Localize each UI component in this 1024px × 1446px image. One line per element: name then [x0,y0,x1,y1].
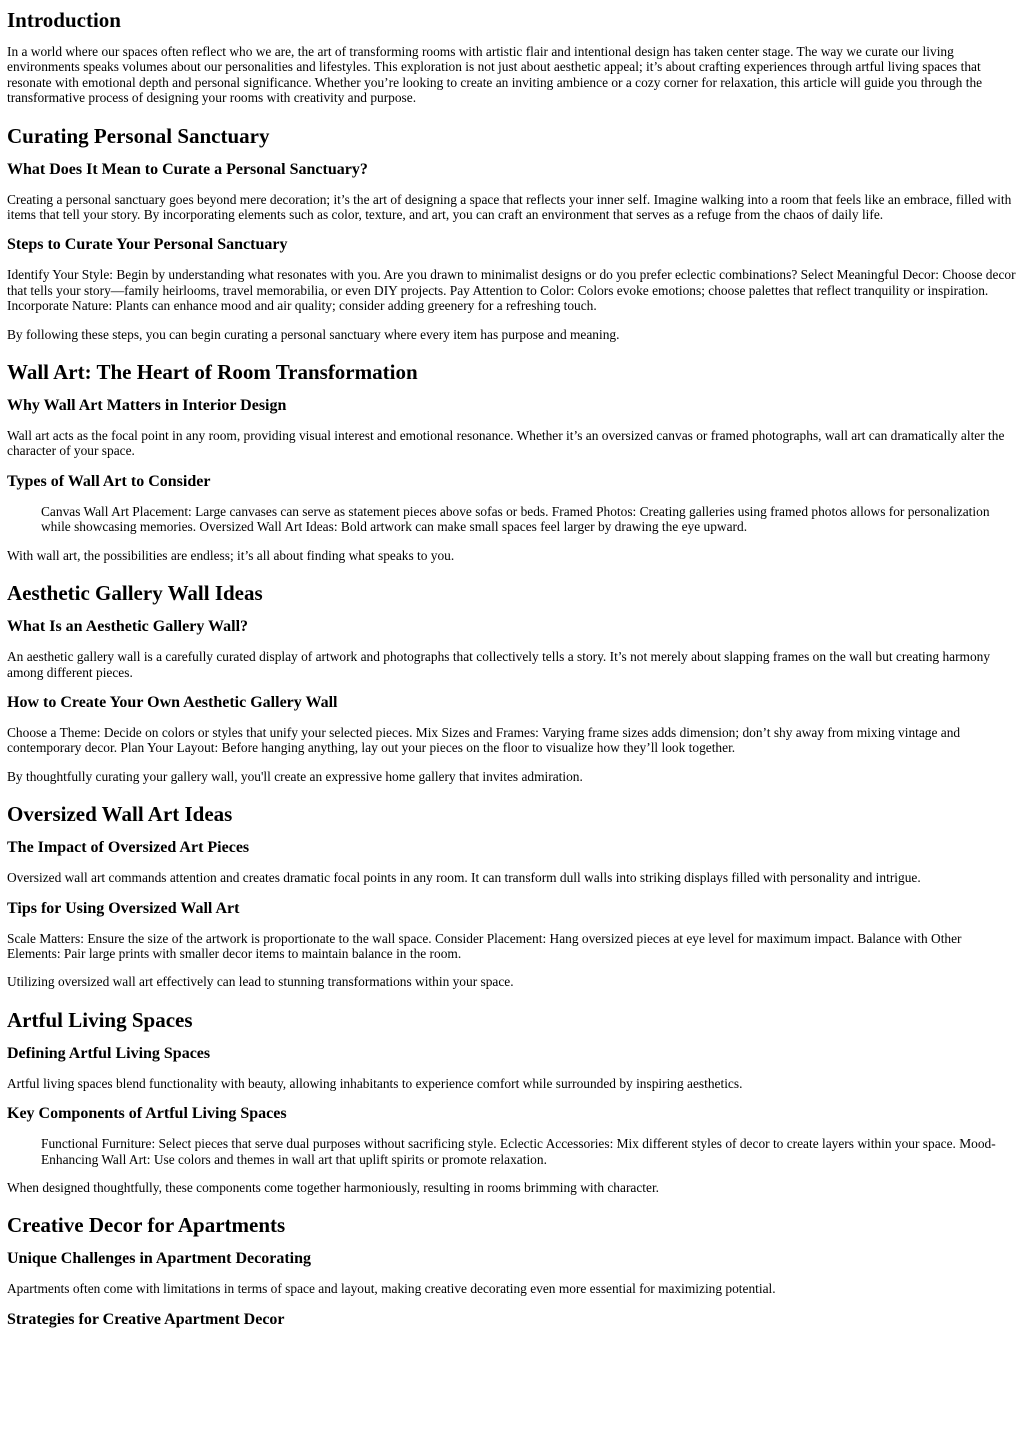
spacer [7,784,1017,801]
article-section [7,563,1017,784]
spacer [7,0,1017,7]
subsection-heading: What Is an Aesthetic Gallery Wall? [7,618,249,636]
body-paragraph: Oversized wall art commands attention and creates dramatic focal points in any room. It can transform dull walls into striking displays filled with personality and intrigue. [7,870,921,886]
spacer [7,33,1017,44]
spacer [7,1297,1017,1310]
indented-list-paragraph: Canvas Wall Art Placement: Large canvases can serve as statement pieces above sofas or beds. Framed Photos: Creating galleries using framed photos allows for personalization while showcasing memories. Oversized Wall Art Ideas: Bold artwork can make small spaces feel larger by drawing the eye upward. [41,503,990,535]
body-paragraph: With wall art, the possibilities are endless; it’s all about finding what speaks to you. [7,547,455,563]
article-section [7,1195,1017,1329]
body-paragraph: Choose a Theme: Decide on colors or styles that unify your selected pieces. Mix Sizes and Frames: Varying frame sizes adds dimension; don’t shy away from mixing vintage and contemporary decor. Plan Your Layout: Before hanging anything, lay out your pieces on the floor to visualize how they’ll look together. [7,724,961,756]
body-paragraph: Utilizing oversized wall art effectively can lead to stunning transformations within your space. [7,974,514,990]
subsection-heading: Key Components of Artful Living Spaces [7,1105,287,1123]
spacer [7,886,1017,899]
spacer [7,416,1017,428]
article-section [7,990,1017,1196]
spacer [7,1064,1017,1076]
spacer [7,919,1017,931]
article-section [7,106,1017,342]
subsection-heading: Steps to Curate Your Personal Sanctuary [7,236,288,254]
spacer [7,1238,1017,1249]
article-section [7,342,1017,563]
body-paragraph: Creating a personal sanctuary goes beyond mere decoration; it’s the art of designing a space that reflects your inner self. Imagine walking into a room that feels like an embrace, filled with items that tell your story. By incorporating elements such as color, texture, and art, you can craft an environment that serves as a refuge from the chaos of daily life. [7,191,1012,223]
body-paragraph: By thoughtfully curating your gallery wall, you'll create an expressive home gallery that invites admiration. [7,768,583,784]
spacer [7,713,1017,725]
spacer [7,106,1017,123]
spacer [7,680,1017,693]
spacer [7,606,1017,617]
spacer [7,858,1017,870]
spacer [7,459,1017,472]
subsection-heading: Strategies for Creative Apartment Decor [7,1310,285,1328]
section-heading: Curating Personal Sanctuary [7,123,270,148]
subsection-heading: Tips for Using Oversized Wall Art [7,899,240,917]
spacer [7,1269,1017,1281]
spacer [7,222,1017,235]
spacer [7,342,1017,359]
spacer [7,149,1017,160]
body-paragraph: When designed thoughtfully, these components come together harmoniously, resulting in rooms brimming with character. [7,1179,660,1195]
subsection-heading: What Does It Mean to Curate a Personal Sanctuary? [7,160,368,178]
spacer [7,756,1017,769]
spacer [7,1033,1017,1044]
spacer [7,563,1017,580]
spacer [7,1124,1017,1136]
body-paragraph: Apartments often come with limitations in terms of space and layout, making creative decorating even more essential for maximizing potential. [7,1281,776,1297]
section-heading: Introduction [7,8,121,32]
spacer [7,1091,1017,1104]
spacer [7,180,1017,192]
article-section [7,784,1017,990]
body-paragraph: By following these steps, you can begin curating a personal sanctuary where every item has purpose and meaning. [7,326,620,342]
subsection-heading: Why Wall Art Matters in Interior Design [7,397,287,415]
spacer [7,385,1017,396]
section-heading: Creative Decor for Apartments [7,1213,286,1238]
spacer [7,314,1017,327]
subsection-heading: How to Create Your Own Aesthetic Gallery Wall [7,693,338,711]
subsection-heading: Types of Wall Art to Consider [7,472,211,490]
body-paragraph: Identify Your Style: Begin by understanding what resonates with you. Are you drawn to minimalist designs or do you prefer eclectic combinations? Select Meaningful Decor: Choose decor that tells your story—family heirlooms, travel memorabilia, or even DIY projects. Pay Attention to Color: Colors evoke emotions; choose palettes that reflect tranquility or inspiration. Incorporate Nature: Plants can enhance mood and air quality; consider adding greenery for a refreshing touch. [7,267,1016,314]
body-paragraph: In a world where our spaces often reflect who we are, the art of transforming rooms with artistic flair and intentional design has taken center stage. The way we curate our living environments speaks volumes about our personalities and lifestyles. This exploration is not just about aesthetic appeal; it’s about crafting experiences through artful living spaces that resonate with emotional depth and personal significance. Whether you’re looking to create an inviting ambience or a cozy corner for relaxation, this article will guide you through the transformative process of designing your rooms with creativity and purpose. [7,44,983,106]
indented-list-paragraph: Functional Furniture: Select pieces that serve dual purposes without sacrificing style. Eclectic Accessories: Mix different styles of decor to create layers within your space. Mood-Enhancing Wall Art: Use colors and themes in wall art that uplift spirits or promote relaxation. [41,1136,996,1167]
subsection-heading: The Impact of Oversized Art Pieces [7,839,250,857]
subsection-heading: Unique Challenges in Apartment Decorating [7,1250,311,1268]
spacer [7,637,1017,649]
section-heading: Wall Art: The Heart of Room Transformation [7,360,418,385]
body-paragraph: Artful living spaces blend functionality with beauty, allowing inhabitants to experience comfort while surrounded by inspiring aesthetics. [7,1075,743,1091]
spacer [7,255,1017,267]
spacer [7,961,1017,974]
spacer [7,492,1017,504]
section-heading: Aesthetic Gallery Wall Ideas [7,581,263,606]
spacer [7,1167,1017,1180]
section-heading: Oversized Wall Art Ideas [7,802,233,827]
article-section [7,0,1017,106]
body-paragraph: Scale Matters: Ensure the size of the artwork is proportionate to the wall space. Consider Placement: Hang oversized pieces at eye level for maximum impact. Balance with Other Elements: Pair large prints with smaller decor items to maintain balance in the room. [7,930,962,961]
spacer [7,535,1017,548]
article [7,0,1017,1330]
spacer [7,827,1017,838]
spacer [7,990,1017,1007]
section-heading: Artful Living Spaces [7,1007,193,1032]
body-paragraph: Wall art acts as the focal point in any room, providing visual interest and emotional resonance. Whether it’s an oversized canvas or framed photographs, wall art can dramatically alter the character of your space. [7,428,1005,459]
body-paragraph: An aesthetic gallery wall is a carefully curated display of artwork and photographs that collectively tells a story. It’s not merely about slapping frames on the wall but creating harmony among different pieces. [7,649,991,680]
subsection-heading: Defining Artful Living Spaces [7,1044,211,1062]
spacer [7,1195,1017,1212]
